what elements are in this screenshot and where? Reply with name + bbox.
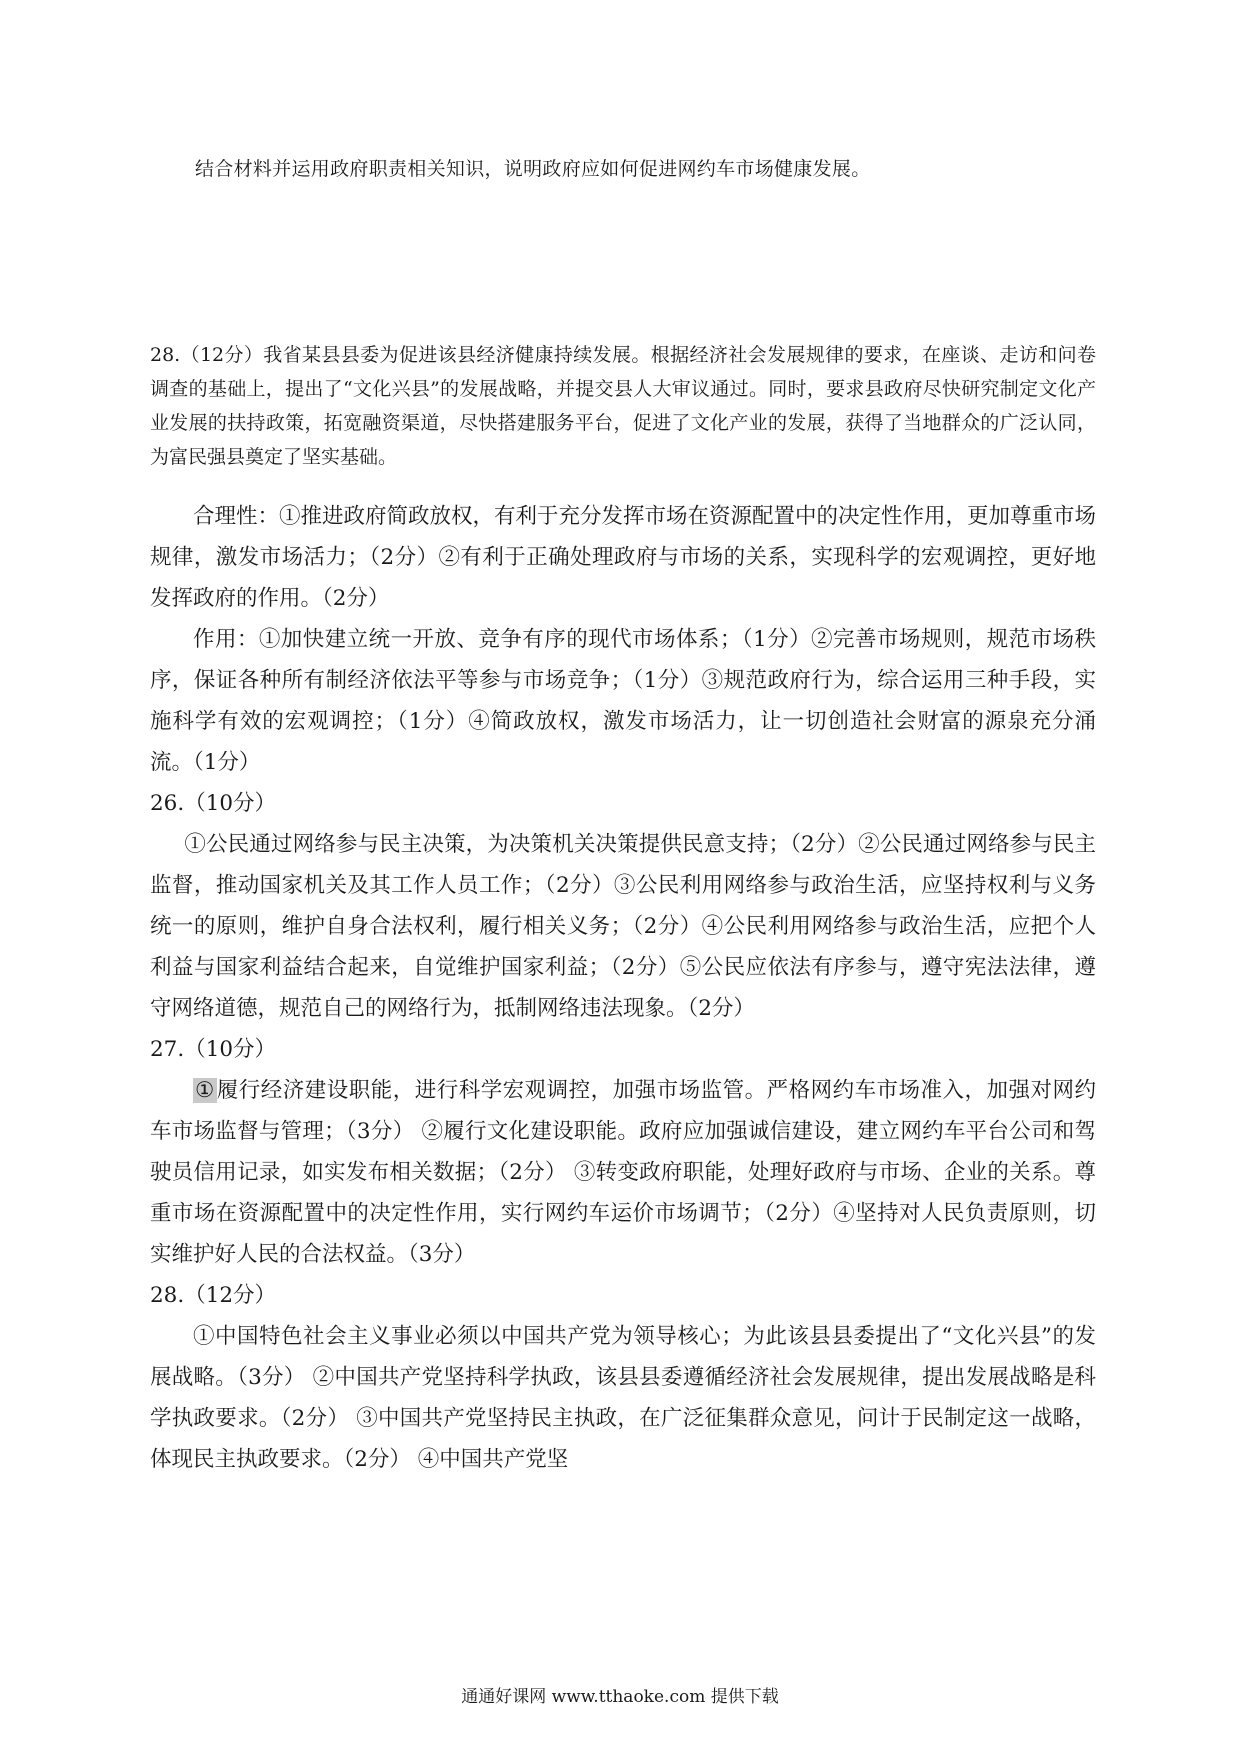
question-27-heading: 27.（10分） <box>150 1037 277 1062</box>
question-28-heading: 28.（12分） <box>150 1283 277 1308</box>
answer-question-28: ①中国特色社会主义事业必须以中国共产党为领导核心；为此该县县委提出了“文化兴县”的发展战略。（3分） ②中国共产党坚持科学执政，该县县委遵循经济社会发展规律，提出发展战略是科学执政要求。（2分） ③中国共产党坚持民主执政，在广泛征集群众意见，问计于民制定这一战略，体现民主执政要求。（2分） ④中国共产党坚 <box>150 1324 1096 1472</box>
question-26-heading: 26.（10分） <box>150 791 277 816</box>
answer-question-27 <box>150 1070 1096 1275</box>
answer-question-26: ①公民通过网络参与民主决策，为决策机关决策提供民意支持；（2分）②公民通过网络参与民主监督，推动国家机关及其工作人员工作；（2分）③公民利用网络参与政治生活，应坚持权利与义务统一的原则，维护自身合法权利，履行相关义务；（2分）④公民利用网络参与政治生活，应把个人利益与国家利益结合起来，自觉维护国家利益；（2分）⑤公民应依法有序参与，遵守宪法法律，遵守网络道德，规范自己的网络行为，抵制网络违法现象。（2分） <box>150 832 1096 1021</box>
answer-function: 作用：①加快建立统一开放、竞争有序的现代市场体系；（1分）②完善市场规则，规范市场秩序，保证各种所有制经济依法平等参与市场竞争；（1分）③规范政府行为，综合运用三种手段，实施科学有效的宏观调控；（1分）④简政放权，激发市场活力，让一切创造社会财富的源泉充分涌流。（1分） <box>150 627 1096 775</box>
answer-reasonableness: 合理性：①推进政府简政放权，有利于充分发挥市场在资源配置中的决定性作用，更加尊重市场规律，激发市场活力；（2分）②有利于正确处理政府与市场的关系，实现科学的宏观调控，更好地发挥政府的作用。（2分） <box>150 504 1097 611</box>
answer-key <box>150 496 1096 1480</box>
highlighted-marker: ① <box>195 1078 215 1103</box>
intro-question: 结合材料并运用政府职责相关知识，说明政府应如何促进网约车市场健康发展。 <box>195 158 871 180</box>
question-28-material: 28.（12分）我省某县县委为促进该县经济健康持续发展。根据经济社会发展规律的要求，在座谈、走访和问卷调查的基础上，提出了“文化兴县”的发展战略，并提交县人大审议通过。同时，要求县政府尽快研究制定文化产业发展的扶持政策，拓宽融资渠道，尽快搭建服务平台，促进了文化产业的发展，获得了当地群众的广泛认同，为富民强县奠定了坚实基础。 <box>150 344 1096 468</box>
page-footer: 通通好课网 www.tthaoke.com 提供下载 <box>461 1687 779 1707</box>
answer-question-27-text: 履行经济建设职能，进行科学宏观调控，加强市场监管。严格网约车市场准入，加强对网约车市场监督与管理；（3分） ②履行文化建设职能。政府应加强诚信建设，建立网约车平台公司和驾驶员信用记录，如实发布相关数据；（2分） ③转变政府职能，处理好政府与市场、企业的关系。尊重市场在资源配置中的决定性作用，实行网约车运价市场调节；（2分）④坚持对人民负责原则，切实维护好人民的合法权益。（3分） <box>150 1078 1096 1267</box>
